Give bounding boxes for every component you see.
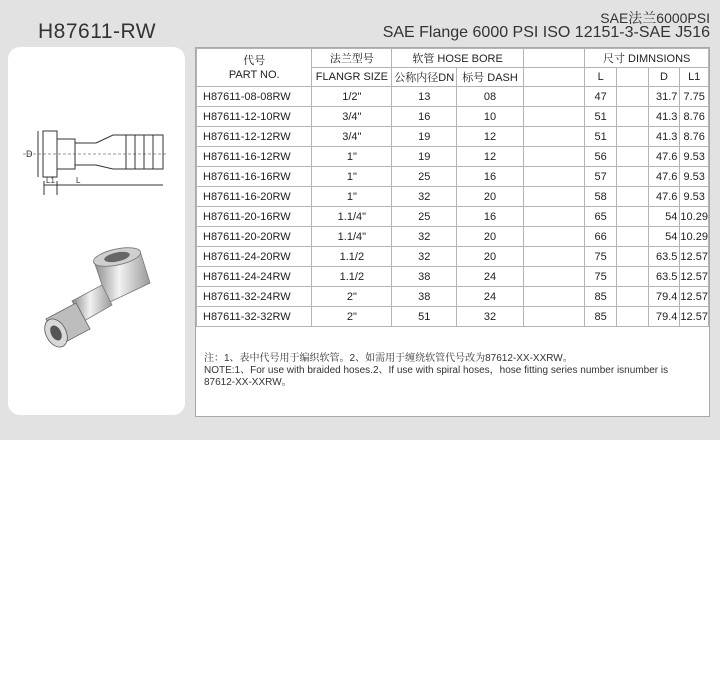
cell-dash: 12 xyxy=(457,147,524,167)
cell-flange-size: 1" xyxy=(312,167,392,187)
cell-blank xyxy=(617,127,649,147)
cell-blank xyxy=(617,187,649,207)
cell-l1: 12.57 xyxy=(680,247,709,267)
cell-l: 85 xyxy=(585,307,617,327)
table-row xyxy=(197,227,709,247)
cell-flange-size: 1.1/2 xyxy=(312,267,392,287)
dim-label-l: L xyxy=(76,176,81,185)
cell-dn: 32 xyxy=(392,227,457,247)
cell-l: 47 xyxy=(585,87,617,107)
cell-part-no: H87611-32-24RW xyxy=(197,287,312,307)
cell-dn: 38 xyxy=(392,267,457,287)
cell-part-no: H87611-32-32RW xyxy=(197,307,312,327)
cell-blank xyxy=(617,307,649,327)
cell-dash: 20 xyxy=(457,247,524,267)
cell-l: 56 xyxy=(585,147,617,167)
cell-blank xyxy=(523,287,584,307)
note-cn: 注：1、表中代号用于编织软管。2、如需用于缠绕软管代号改为87612-XX-XXRW。 xyxy=(204,353,573,364)
cell-d: 63.5 xyxy=(648,247,680,267)
table-row xyxy=(197,187,709,207)
cell-dash: 08 xyxy=(457,87,524,107)
cell-flange-size: 1" xyxy=(312,187,392,207)
cell-blank xyxy=(617,147,649,167)
cell-blank xyxy=(617,167,649,187)
cell-l1: 9.53 xyxy=(680,187,709,207)
cell-dn: 19 xyxy=(392,127,457,147)
header-part-no-cn: 代号 xyxy=(243,54,266,67)
cell-dn: 16 xyxy=(392,107,457,127)
cell-dn: 19 xyxy=(392,147,457,167)
cell-l: 75 xyxy=(585,247,617,267)
cell-dash: 32 xyxy=(457,307,524,327)
cell-l: 51 xyxy=(585,107,617,127)
cell-d: 41.3 xyxy=(648,127,680,147)
table-row xyxy=(197,207,709,227)
cell-dash: 10 xyxy=(457,107,524,127)
cell-part-no: H87611-16-20RW xyxy=(197,187,312,207)
notes xyxy=(204,353,699,389)
note-en-2: 87612-XX-XXRW。 xyxy=(204,377,292,388)
header-flange-cn: 法兰型号 xyxy=(312,49,392,68)
cell-part-no: H87611-16-12RW xyxy=(197,147,312,167)
cell-blank xyxy=(523,267,584,287)
cell-d: 79.4 xyxy=(648,287,680,307)
cell-blank xyxy=(617,87,649,107)
header-dash: 标号 DASH xyxy=(457,68,524,87)
cell-dn: 32 xyxy=(392,187,457,207)
cell-l1: 8.76 xyxy=(680,127,709,147)
model-title: H87611-RW xyxy=(38,20,157,43)
cell-l: 75 xyxy=(585,267,617,287)
cell-d: 47.6 xyxy=(648,187,680,207)
cell-part-no: H87611-20-16RW xyxy=(197,207,312,227)
cell-flange-size: 2" xyxy=(312,307,392,327)
cell-part-no: H87611-12-12RW xyxy=(197,127,312,147)
header-blank-3 xyxy=(617,68,649,87)
cell-part-no: H87611-24-20RW xyxy=(197,247,312,267)
cell-d: 31.7 xyxy=(648,87,680,107)
cell-dn: 51 xyxy=(392,307,457,327)
table-row xyxy=(197,307,709,327)
cell-l: 51 xyxy=(585,127,617,147)
cell-blank xyxy=(523,167,584,187)
cell-dash: 20 xyxy=(457,227,524,247)
cell-dn: 13 xyxy=(392,87,457,107)
cell-blank xyxy=(523,147,584,167)
note-en-1: NOTE:1、For use with braided hoses.2、If use with spiral hoses，hose fitting series number isnumber is xyxy=(204,365,669,376)
cell-dash: 16 xyxy=(457,207,524,227)
cell-d: 54 xyxy=(648,227,680,247)
cell-l1: 9.53 xyxy=(680,147,709,167)
header-part-no xyxy=(197,49,312,87)
table-row xyxy=(197,107,709,127)
header-dimensions: 尺寸 DIMNSIONS xyxy=(585,49,709,68)
cell-blank xyxy=(523,307,584,327)
cell-flange-size: 3/4" xyxy=(312,107,392,127)
header-hose-bore: 软管 HOSE BORE xyxy=(392,49,524,68)
cell-blank xyxy=(617,287,649,307)
cell-flange-size: 1.1/2 xyxy=(312,247,392,267)
header-flange-en: FLANGR SIZE xyxy=(312,68,392,87)
header-d: D xyxy=(648,68,680,87)
cell-l1: 10.29 xyxy=(680,227,709,247)
header-blank xyxy=(523,49,584,68)
cell-dn: 38 xyxy=(392,287,457,307)
table-row xyxy=(197,147,709,167)
cell-blank xyxy=(523,87,584,107)
table-row xyxy=(197,167,709,187)
cell-l1: 9.53 xyxy=(680,167,709,187)
cell-d: 47.6 xyxy=(648,147,680,167)
cell-dash: 20 xyxy=(457,187,524,207)
table-row xyxy=(197,287,709,307)
spec-table xyxy=(196,48,709,327)
cell-part-no: H87611-08-08RW xyxy=(197,87,312,107)
cell-blank xyxy=(523,227,584,247)
header-l: L xyxy=(585,68,617,87)
cell-dash: 24 xyxy=(457,267,524,287)
cell-blank xyxy=(523,247,584,267)
product-image-panel xyxy=(8,47,185,415)
cell-blank xyxy=(617,227,649,247)
cell-d: 47.6 xyxy=(648,167,680,187)
header-dn: 公称内径DN xyxy=(392,68,457,87)
cell-d: 41.3 xyxy=(648,107,680,127)
cell-flange-size: 2" xyxy=(312,287,392,307)
cell-blank xyxy=(617,247,649,267)
table-row xyxy=(197,127,709,147)
cell-blank xyxy=(523,127,584,147)
cell-d: 54 xyxy=(648,207,680,227)
cell-l1: 10.29 xyxy=(680,207,709,227)
cell-flange-size: 1/2" xyxy=(312,87,392,107)
cell-l1: 8.76 xyxy=(680,107,709,127)
header-blank-2 xyxy=(523,68,584,87)
cell-blank xyxy=(617,267,649,287)
dim-label-l1: L1 xyxy=(46,176,55,185)
technical-drawing xyxy=(18,119,178,199)
cell-blank xyxy=(523,107,584,127)
cell-flange-size: 1.1/4" xyxy=(312,207,392,227)
cell-dash: 24 xyxy=(457,287,524,307)
cell-l: 66 xyxy=(585,227,617,247)
table-row xyxy=(197,87,709,107)
cell-dash: 16 xyxy=(457,167,524,187)
cell-l: 57 xyxy=(585,167,617,187)
table-row xyxy=(197,247,709,267)
cell-l1: 12.57 xyxy=(680,307,709,327)
cell-d: 79.4 xyxy=(648,307,680,327)
cell-flange-size: 3/4" xyxy=(312,127,392,147)
header-part-no-en: PART NO. xyxy=(228,68,280,81)
product-photo xyxy=(32,243,162,353)
cell-l1: 12.57 xyxy=(680,267,709,287)
cell-dn: 25 xyxy=(392,207,457,227)
cell-dn: 25 xyxy=(392,167,457,187)
spec-table-body xyxy=(197,87,709,327)
standard-title-en: SAE Flange 6000 PSI ISO 12151-3-SAE J516 xyxy=(382,24,710,41)
cell-part-no: H87611-20-20RW xyxy=(197,227,312,247)
table-row xyxy=(197,267,709,287)
cell-l1: 12.57 xyxy=(680,287,709,307)
cell-part-no: H87611-24-24RW xyxy=(197,267,312,287)
cell-l: 65 xyxy=(585,207,617,227)
cell-flange-size: 1.1/4" xyxy=(312,227,392,247)
standard-title-cn: SAE法兰6000PSI xyxy=(600,10,710,26)
cell-blank xyxy=(523,187,584,207)
cell-dn: 32 xyxy=(392,247,457,267)
cell-blank xyxy=(523,207,584,227)
cell-flange-size: 1" xyxy=(312,147,392,167)
spec-table-panel xyxy=(195,47,710,417)
cell-blank xyxy=(617,107,649,127)
cell-l1: 7.75 xyxy=(680,87,709,107)
cell-blank xyxy=(617,207,649,227)
cell-l: 58 xyxy=(585,187,617,207)
dim-label-d: D xyxy=(26,149,33,159)
header-l1: L1 xyxy=(680,68,709,87)
cell-dash: 12 xyxy=(457,127,524,147)
cell-l: 85 xyxy=(585,287,617,307)
cell-d: 63.5 xyxy=(648,267,680,287)
cell-part-no: H87611-12-10RW xyxy=(197,107,312,127)
cell-part-no: H87611-16-16RW xyxy=(197,167,312,187)
